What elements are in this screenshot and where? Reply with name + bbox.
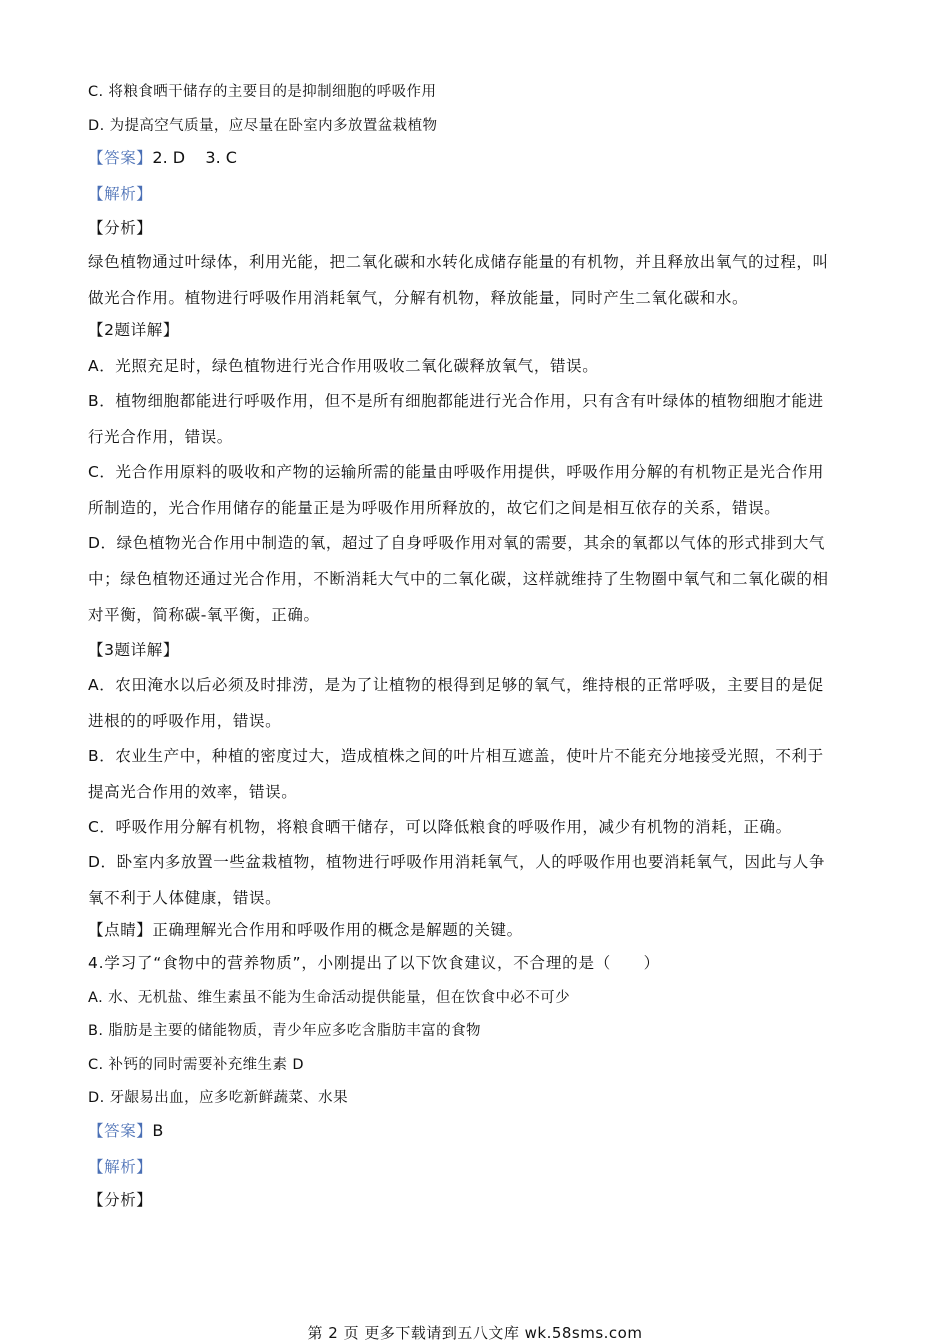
detail3-line: 氧不利于人体健康，错误。 xyxy=(88,889,282,907)
detail3-line: C．呼吸作用分解有机物，将粮食晒干储存，可以降低粮食的呼吸作用，减少有机物的消耗，正确。 xyxy=(88,818,792,836)
detail2-line: B．植物细胞都能进行呼吸作用，但不是所有细胞都能进行光合作用，只有含有叶绿体的植物细胞才能进 xyxy=(88,392,824,410)
detail3-heading: 【3题详解】 xyxy=(88,641,179,659)
analysis-tag-2: 【解析】 xyxy=(88,1158,153,1176)
detail3-line: D．卧室内多放置一些盆栽植物，植物进行呼吸作用消耗氧气，人的呼吸作用也要消耗氧气，因此与人争 xyxy=(88,853,826,871)
q4-option-c: C. 补钙的同时需要补充维生素 D xyxy=(88,1057,304,1073)
answer-value-2: B xyxy=(152,1121,164,1140)
answer-line-2 xyxy=(88,1119,163,1141)
answer-line xyxy=(88,146,237,168)
dianjing-note: 【点睛】正确理解光合作用和呼吸作用的概念是解题的关键。 xyxy=(88,921,523,939)
answer-value: 2. D 3. C xyxy=(152,148,237,167)
detail2-line: A．光照充足时，绿色植物进行光合作用吸收二氧化碳释放氧气，错误。 xyxy=(88,357,599,375)
detail2-line: 中；绿色植物还通过光合作用，不断消耗大气中的二氧化碳，这样就维持了生物圈中氧气和二氧化碳的相 xyxy=(88,570,829,588)
detail2-heading: 【2题详解】 xyxy=(88,321,179,339)
detail3-line: 提高光合作用的效率，错误。 xyxy=(88,783,298,801)
para-line: 绿色植物通过叶绿体，利用光能，把二氧化碳和水转化成储存能量的有机物，并且释放出氧气的过程，叫 xyxy=(88,253,829,271)
q4-option-d: D. 牙龈易出血，应多吃新鲜蔬菜、水果 xyxy=(88,1090,348,1106)
fenxi-heading: 【分析】 xyxy=(88,219,153,237)
answer-tag: 【答案】 xyxy=(88,149,153,167)
detail3-line: 进根的的呼吸作用，错误。 xyxy=(88,712,282,730)
option-d: D. 为提高空气质量，应尽量在卧室内多放置盆栽植物 xyxy=(88,118,438,134)
page-footer: 第 2 页 更多下载请到五八文库 wk.58sms.com xyxy=(307,1324,643,1342)
answer-tag-2: 【答案】 xyxy=(88,1122,153,1140)
detail2-line: 所制造的，光合作用储存的能量正是为呼吸作用所释放的，故它们之间是相互依存的关系，错误。 xyxy=(88,499,781,517)
question-stem: 4.学习了“食物中的营养物质”，小刚提出了以下饮食建议，不合理的是（ ） xyxy=(88,954,660,972)
detail3-line: B．农业生产中，种植的密度过大，造成植株之间的叶片相互遮盖，使叶片不能充分地接受光照，不利于 xyxy=(88,747,824,765)
para-line: 做光合作用。植物进行呼吸作用消耗氧气，分解有机物，释放能量，同时产生二氧化碳和水。 xyxy=(88,289,749,307)
detail2-line: 对平衡，简称碳-氧平衡，正确。 xyxy=(88,606,320,624)
detail2-line: D．绿色植物光合作用中制造的氧，超过了自身呼吸作用对氧的需要，其余的氧都以气体的形式排到大气 xyxy=(88,534,826,552)
detail2-line: 行光合作用，错误。 xyxy=(88,428,233,446)
analysis-tag: 【解析】 xyxy=(88,185,153,203)
q4-option-a: A. 水、无机盐、维生素虽不能为生命活动提供能量，但在饮食中必不可少 xyxy=(88,990,570,1006)
option-c: C. 将粮食晒干储存的主要目的是抑制细胞的呼吸作用 xyxy=(88,84,437,100)
q4-option-b: B. 脂肪是主要的储能物质，青少年应多吃含脂肪丰富的食物 xyxy=(88,1023,481,1039)
detail3-line: A．农田淹水以后必须及时排涝，是为了让植物的根得到足够的氧气，维持根的正常呼吸，主要目的是促 xyxy=(88,676,824,694)
detail2-line: C．光合作用原料的吸收和产物的运输所需的能量由呼吸作用提供，呼吸作用分解的有机物正是光合作用 xyxy=(88,463,824,481)
fenxi-heading-2: 【分析】 xyxy=(88,1191,153,1209)
